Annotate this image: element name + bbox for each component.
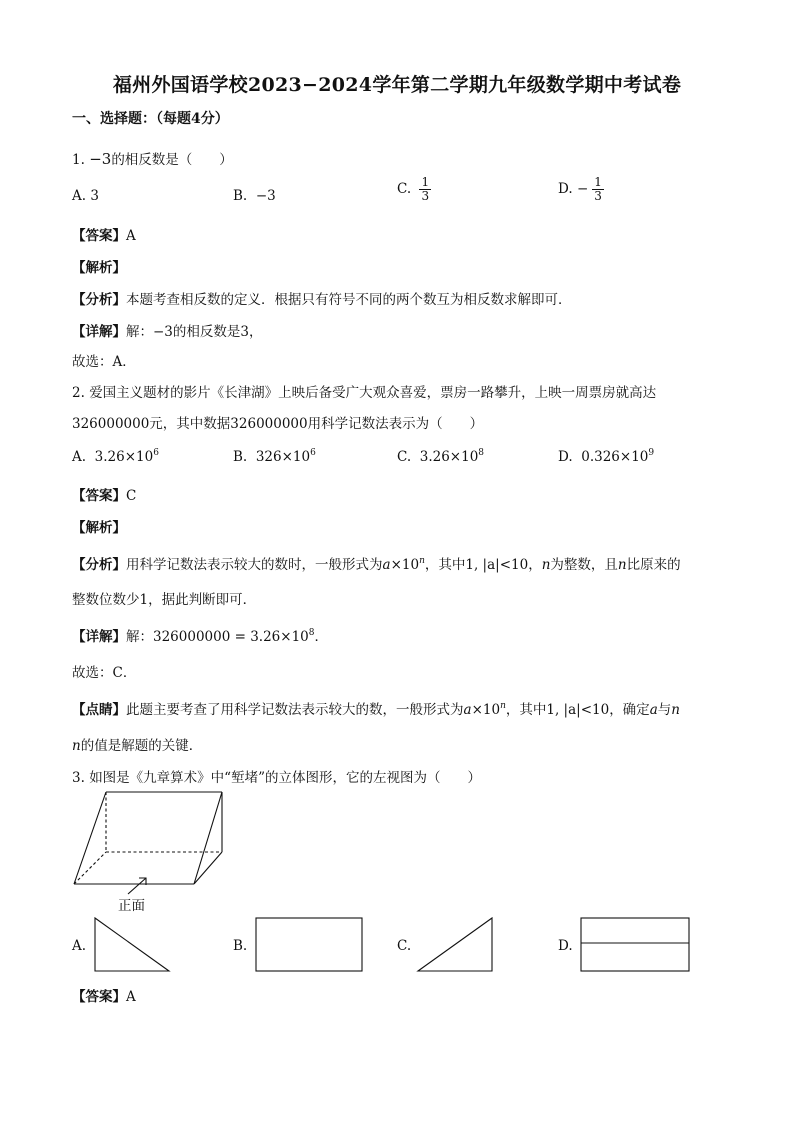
q1-answer: 【答案】A (72, 228, 136, 244)
q2-fenxi-line2: 整数位数少1，据此判断即可． (72, 592, 257, 608)
q2-option-b[interactable]: B. $326\times 10^6$ (233, 448, 316, 465)
q2-fenxi-line1: 【分析】用科学记数法表示较大的数时，一般形式为$a\times 10^n$，其中1, |a|<10，n为整数，且n比原来的 (72, 556, 681, 573)
q2-analysis-label: 【解析】 (72, 520, 126, 536)
q3-option-a-triangle[interactable] (93, 916, 173, 974)
q1-fenxi: 【分析】本题考查相反数的定义．根据只有符号不同的两个数互为相反数求解即可． (72, 292, 572, 308)
question-number: 3. (72, 770, 85, 786)
q1-choose: 故选：A． (72, 354, 136, 370)
q2-answer: 【答案】C (72, 488, 137, 504)
q3-option-c-triangle[interactable] (416, 916, 496, 974)
question-number: 1. (72, 152, 85, 168)
question-3-stem: 3. 如图是《九章算术》中“堑堵”的立体图形，它的左视图为（ ） (72, 770, 481, 786)
q1-option-c[interactable]: C. $\frac{1}{3}$ (397, 175, 430, 203)
q3-answer: 【答案】A (72, 989, 136, 1005)
q3-option-d-label[interactable]: D. (558, 938, 573, 954)
q2-option-a[interactable]: A. $3.26\times 10^6$ (72, 448, 159, 465)
question-2-stem-line2: 326000000元，其中数据326000000用科学记数法表示为（ ） (72, 416, 484, 432)
q2-dianjing-line2: n的值是解题的关键． (72, 738, 203, 754)
page-title: 福州外国语学校2023−2024学年第二学期九年级数学期中考试卷 (112, 74, 682, 96)
q1-stem-text: 的相反数是（ ） (111, 152, 233, 168)
q3-option-b-rectangle[interactable] (254, 916, 364, 974)
q1-analysis-label: 【解析】 (72, 260, 126, 276)
q1-expression: −3 (89, 150, 112, 168)
q3-option-a-label[interactable]: A. (72, 938, 87, 954)
section-heading: 一、选择题：（每题4分） (72, 111, 229, 127)
q2-dianjing-line1: 【点睛】此题主要考查了用科学记数法表示较大的数，一般形式为$a\times 10^n$，其中1, |a|<10，确定a与n (72, 701, 680, 718)
q2-choose: 故选：C． (72, 665, 137, 681)
qiandu-prism-figure (70, 788, 230, 898)
q2-xiangjie: 【详解】解：$326000000 = 3.26\times 10^8$． (72, 628, 328, 645)
fraction: $\frac{1}{3}$ (594, 175, 602, 203)
question-1-stem (72, 148, 233, 168)
question-number: 2. (72, 385, 85, 401)
q3-option-c-label[interactable]: C. (397, 938, 412, 954)
q3-option-d-split-rectangle[interactable] (579, 916, 691, 974)
q1-xiangjie: 【详解】解：−3的相反数是3， (72, 324, 263, 340)
q3-option-b-label[interactable]: B. (233, 938, 248, 954)
q1-option-b[interactable]: B. −3 (233, 188, 276, 204)
q2-option-d[interactable]: D. $0.326\times 10^9$ (558, 448, 655, 465)
fraction: $\frac{1}{3}$ (421, 175, 430, 203)
q1-option-d[interactable]: D. − $\frac{1}{3}$ (558, 175, 602, 203)
q1-option-a[interactable]: A. 3 (72, 188, 99, 204)
question-2-stem-line1: 2. 爱国主义题材的影片《长津湖》上映后备受广大观众喜爱，票房一路攀升，上映一周票房就高达 (72, 385, 657, 401)
front-label: 正面 (118, 898, 145, 914)
q2-option-c[interactable]: C. $3.26\times 10^8$ (397, 448, 485, 465)
